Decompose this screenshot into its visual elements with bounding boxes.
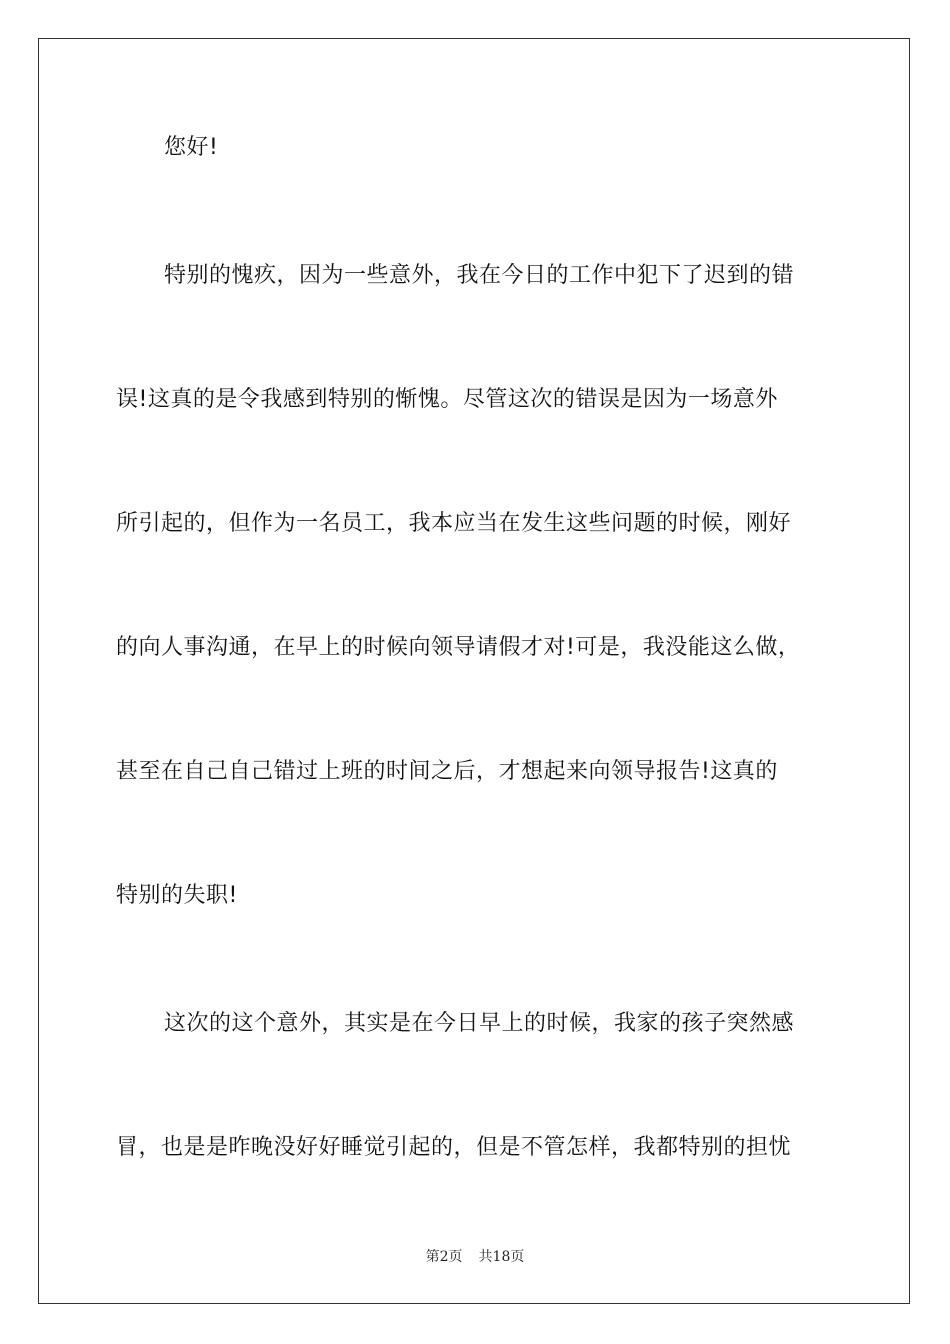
page-number: 第2页 xyxy=(425,1249,463,1265)
greeting-line: 您好! xyxy=(164,135,219,160)
paragraph-line: 冒，也是是昨晚没好好睡觉引起的，但是不管怎样，我都特别的担忧 xyxy=(116,1135,792,1160)
paragraph-line: 所引起的，但作为一名员工，我本应当在发生这些问题的时候，刚好 xyxy=(116,511,792,536)
paragraph-line: 特别的失职! xyxy=(116,883,238,908)
paragraph-line: 甚至在自己自己错过上班的时间之后，才想起来向领导报告!这真的 xyxy=(116,759,778,784)
paragraph-line: 的向人事沟通，在早上的时候向领导请假才对!可是，我没能这么做， xyxy=(116,635,801,660)
page-footer xyxy=(0,1246,950,1266)
paragraph-line: 这次的这个意外，其实是在今日早上的时候，我家的孩子突然感 xyxy=(164,1011,795,1036)
paragraph-line: 误!这真的是令我感到特别的惭愧。尽管这次的错误是因为一场意外 xyxy=(116,387,778,412)
page-border xyxy=(38,38,910,1304)
page-total: 共18页 xyxy=(478,1249,525,1265)
paragraph-line: 特别的愧疚，因为一些意外，我在今日的工作中犯下了迟到的错 xyxy=(164,263,795,288)
